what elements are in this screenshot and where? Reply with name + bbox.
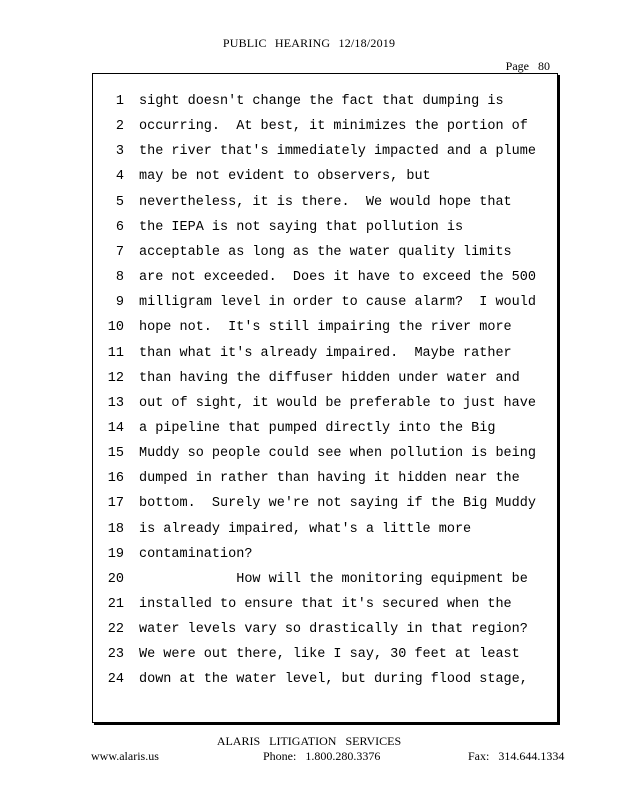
line-number: 15 bbox=[107, 446, 124, 462]
transcript-line bbox=[93, 142, 553, 162]
transcript-line bbox=[93, 318, 553, 338]
line-number: 7 bbox=[115, 244, 124, 260]
transcript-line bbox=[93, 645, 553, 665]
line-number: 16 bbox=[107, 471, 124, 487]
line-text: contamination? bbox=[139, 546, 253, 562]
transcript-line bbox=[93, 545, 553, 565]
line-text: Muddy so people could see when pollution is being bbox=[139, 446, 536, 462]
line-text: milligram level in order to cause alarm? I would bbox=[139, 295, 536, 311]
footer-website: www.alaris.us bbox=[91, 749, 159, 763]
line-text: water levels vary so drastically in that region? bbox=[139, 622, 528, 638]
line-text: How will the monitoring equipment be bbox=[139, 571, 528, 587]
line-text: bottom. Surely we're not saying if the Big Muddy bbox=[139, 496, 536, 512]
line-text: may be not evident to observers, but bbox=[139, 169, 431, 185]
line-number: 4 bbox=[115, 169, 124, 185]
line-text: a pipeline that pumped directly into the Big bbox=[139, 420, 496, 436]
transcript-line bbox=[93, 444, 553, 464]
transcript-line bbox=[93, 570, 553, 590]
line-number: 17 bbox=[107, 496, 124, 512]
line-number: 3 bbox=[115, 144, 124, 160]
line-text: down at the water level, but during flood stage, bbox=[139, 672, 528, 688]
line-number: 11 bbox=[107, 345, 124, 361]
footer-phone: Phone: 1.800.280.3376 bbox=[263, 749, 381, 763]
line-text: sight doesn't change the fact that dumping is bbox=[139, 94, 504, 109]
transcript-line bbox=[93, 92, 553, 112]
line-text: nevertheless, it is there. We would hope that bbox=[139, 194, 512, 210]
transcript-line bbox=[93, 344, 553, 364]
line-number: 22 bbox=[107, 622, 124, 638]
transcript-line bbox=[93, 293, 553, 313]
line-number: 23 bbox=[107, 647, 124, 663]
line-text: dumped in rather than having it hidden near the bbox=[139, 471, 520, 487]
transcript-line bbox=[93, 394, 553, 414]
transcript-line bbox=[93, 369, 553, 389]
line-number: 2 bbox=[115, 119, 124, 135]
line-number: 10 bbox=[107, 320, 124, 336]
line-number: 1 bbox=[115, 94, 124, 109]
transcript-line bbox=[93, 117, 553, 137]
transcript-line bbox=[93, 494, 553, 514]
line-text: the IEPA is not saying that pollution is bbox=[139, 219, 464, 235]
line-text: out of sight, it would be preferable to just have bbox=[139, 395, 536, 411]
footer-company: ALARIS LITIGATION SERVICES bbox=[216, 734, 402, 748]
line-number: 13 bbox=[107, 395, 124, 411]
line-text: than having the diffuser hidden under water and bbox=[139, 370, 520, 386]
line-number: 9 bbox=[115, 295, 124, 311]
line-text: is already impaired, what's a little more bbox=[139, 521, 472, 537]
transcript-line bbox=[93, 243, 553, 263]
line-number: 8 bbox=[115, 270, 124, 286]
line-text: installed to ensure that it's secured when the bbox=[139, 597, 512, 612]
transcript-line bbox=[93, 595, 553, 615]
transcript-line bbox=[93, 469, 553, 489]
line-number: 19 bbox=[107, 546, 124, 562]
footer-fax: Fax: 314.644.1334 bbox=[468, 749, 565, 763]
line-number: 21 bbox=[107, 597, 124, 612]
transcript-line bbox=[93, 620, 553, 640]
line-text: We were out there, like I say, 30 feet at least bbox=[139, 647, 520, 663]
page-number: Page 80 bbox=[505, 59, 550, 73]
line-text: occurring. At best, it minimizes the portion of bbox=[139, 119, 528, 135]
line-text: hope not. It's still impairing the river more bbox=[139, 320, 512, 336]
line-text: are not exceeded. Does it have to exceed the 500 bbox=[139, 270, 536, 286]
transcript-line bbox=[93, 419, 553, 439]
line-text: acceptable as long as the water quality limits bbox=[139, 244, 512, 260]
line-number: 6 bbox=[115, 219, 124, 235]
line-number: 14 bbox=[107, 420, 124, 436]
page-header-title: PUBLIC HEARING 12/18/2019 bbox=[222, 36, 396, 50]
transcript-line bbox=[93, 193, 553, 213]
transcript-line bbox=[93, 268, 553, 288]
line-number: 24 bbox=[107, 672, 124, 688]
line-number: 12 bbox=[107, 370, 124, 386]
transcript-line bbox=[93, 520, 553, 540]
line-number: 18 bbox=[107, 521, 124, 537]
transcript-line bbox=[93, 167, 553, 187]
transcript-line bbox=[93, 670, 553, 690]
line-number: 20 bbox=[107, 571, 124, 587]
line-text: than what it's already impaired. Maybe rather bbox=[139, 345, 512, 361]
line-text: the river that's immediately impacted and a plume bbox=[139, 144, 536, 160]
transcript-line bbox=[93, 218, 553, 238]
transcript-box bbox=[92, 73, 558, 723]
line-number: 5 bbox=[115, 194, 124, 210]
